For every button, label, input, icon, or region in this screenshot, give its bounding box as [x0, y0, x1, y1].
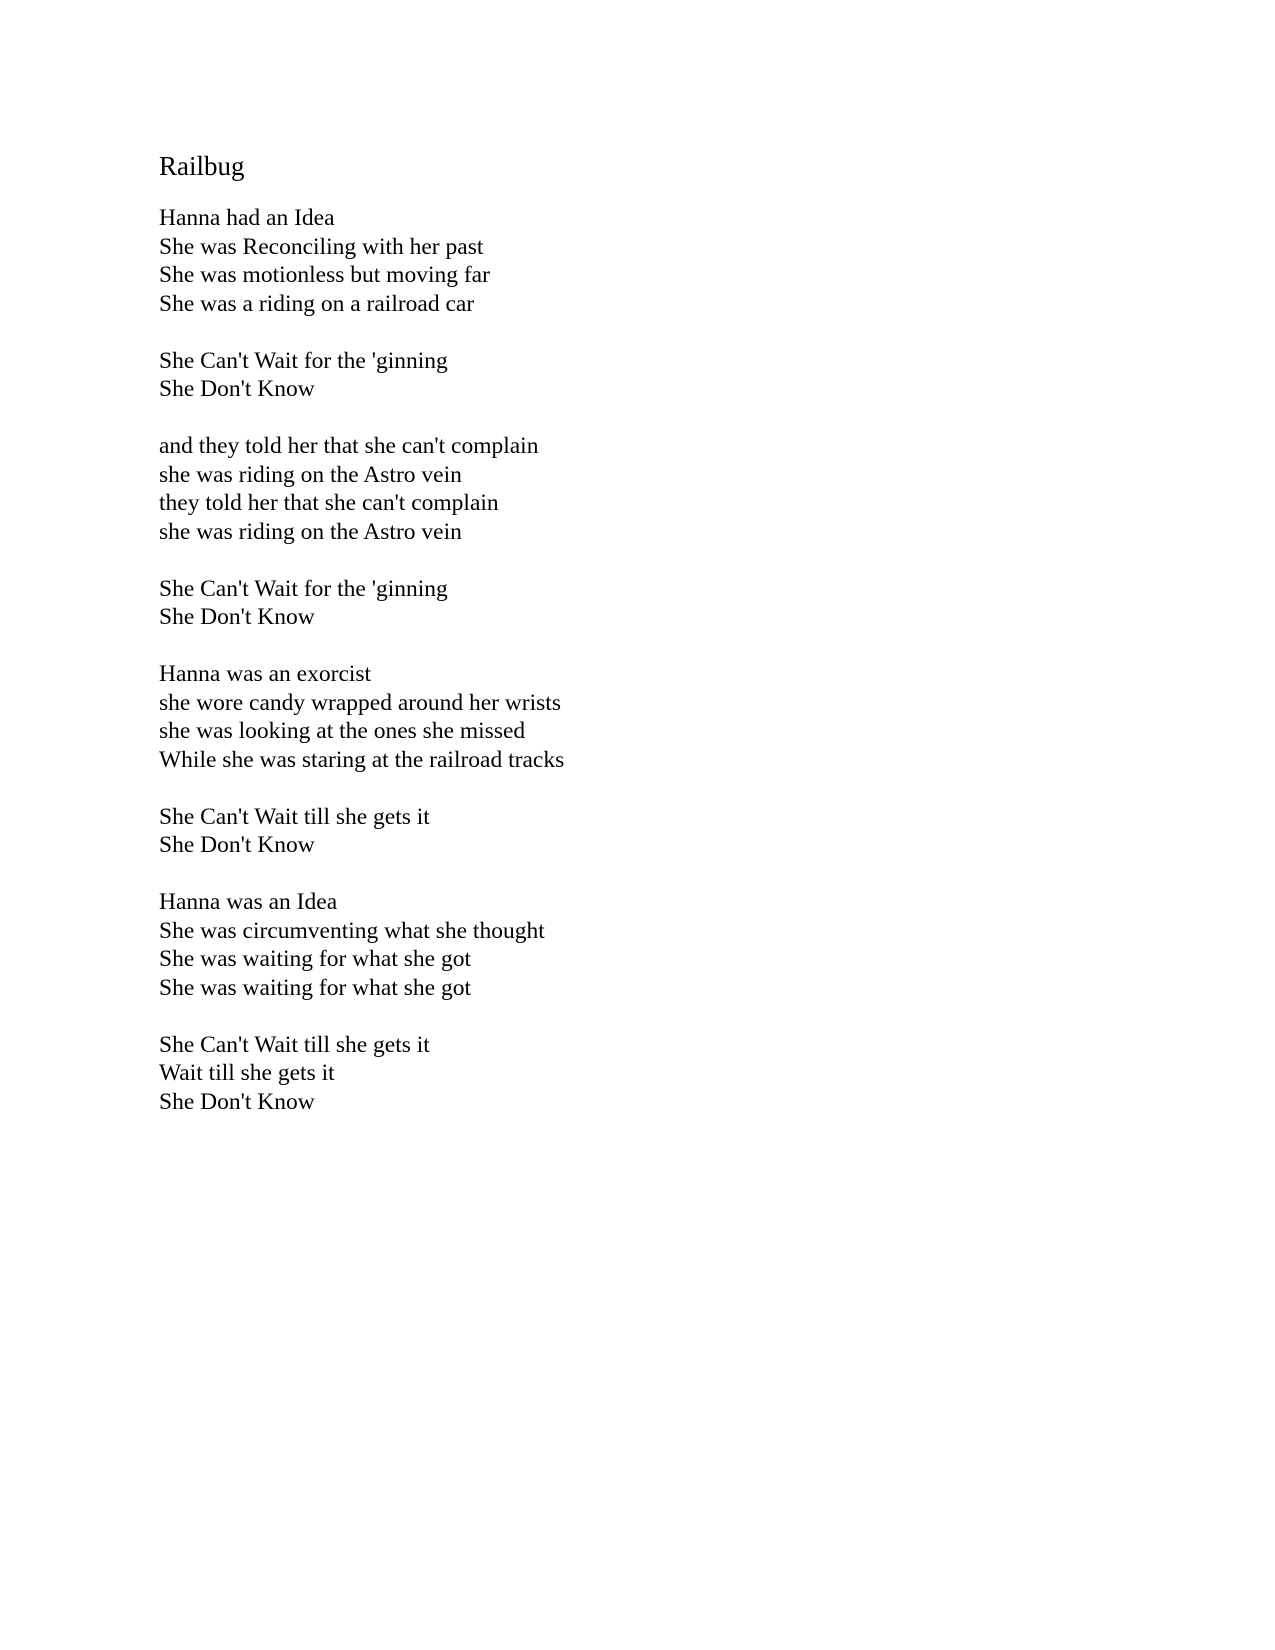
stanza — [159, 660, 1159, 774]
stanza — [159, 575, 1159, 632]
lyric-line: they told her that she can't complain — [159, 490, 499, 516]
lyric-line: she was riding on the Astro vein — [159, 518, 462, 545]
lyric-line: She Can't Wait for the 'ginning — [159, 575, 448, 602]
lyric-line: She Don't Know — [159, 604, 315, 630]
lyric-line: she was riding on the Astro vein — [159, 461, 462, 488]
lyric-line: she was looking at the ones she missed — [159, 718, 526, 744]
lyric-line: She Can't Wait till she gets it — [159, 1031, 430, 1058]
stanza — [159, 1031, 1159, 1117]
lyric-line: She Can't Wait till she gets it — [159, 803, 430, 830]
stanza — [159, 347, 1159, 404]
lyric-line: She was motionless but moving far — [159, 262, 490, 288]
song-title: Railbug — [159, 151, 245, 181]
lyrics-body — [159, 204, 1159, 1116]
lyric-line: She was circumventing what she thought — [159, 917, 545, 944]
lyric-line: She Don't Know — [159, 1088, 315, 1115]
lyric-line: and they told her that she can't complain — [159, 433, 539, 459]
lyric-line: She Can't Wait for the 'ginning — [159, 347, 448, 374]
lyric-line: Hanna was an Idea — [159, 889, 338, 915]
stanza — [159, 432, 1159, 546]
lyric-line: While she was staring at the railroad tracks — [159, 746, 565, 773]
lyric-line: She was waiting for what she got — [159, 946, 471, 972]
lyric-line: She was Reconciling with her past — [159, 233, 484, 260]
document-content — [159, 150, 1159, 1145]
lyric-line: She was waiting for what she got — [159, 974, 471, 1001]
lyric-line: Hanna had an Idea — [159, 205, 335, 231]
lyric-line: Hanna was an exorcist — [159, 661, 372, 687]
lyric-line: She Don't Know — [159, 832, 315, 858]
stanza — [159, 803, 1159, 860]
lyric-line: She was a riding on a railroad car — [159, 290, 475, 317]
stanza — [159, 888, 1159, 1002]
lyric-line: She Don't Know — [159, 376, 315, 402]
stanza — [159, 204, 1159, 318]
lyric-line: she wore candy wrapped around her wrists — [159, 689, 561, 716]
lyric-line: Wait till she gets it — [159, 1060, 335, 1086]
